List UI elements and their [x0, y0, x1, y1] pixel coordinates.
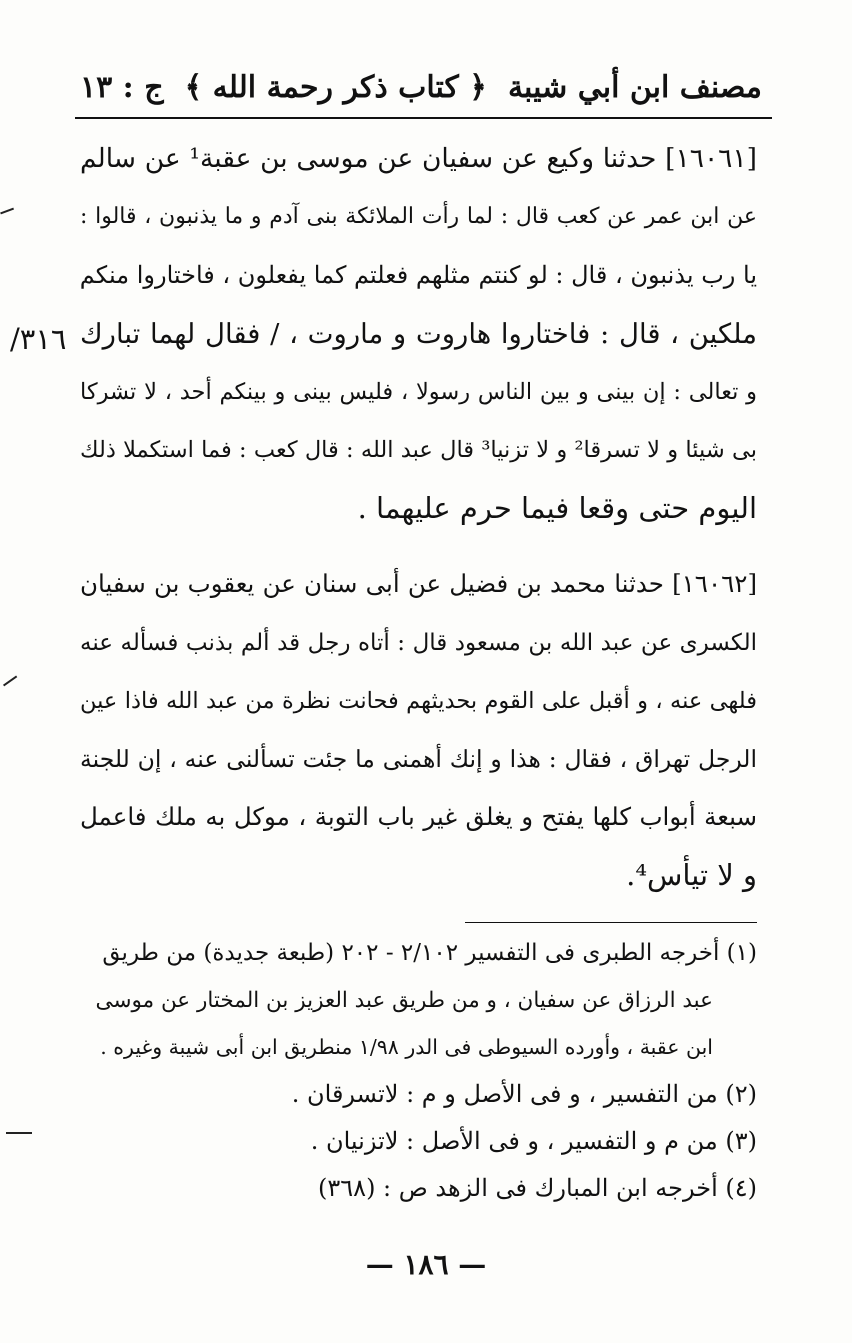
volume-number: ج : ١٣: [80, 69, 164, 105]
footnote-1: (١) أخرجه الطبرى فى التفسير ٢/١٠٢ - ٢٠٢ (طبعة جديدة) من طريق: [102, 940, 757, 966]
margin-page-reference: ٣١٦/: [10, 322, 67, 356]
running-header: [80, 62, 762, 112]
text-line: الكسرى عن عبد الله بن مسعود قال : أتاه رجل قد ألم بذنب فسأله عنه: [80, 629, 757, 656]
scan-margin-mark: [0, 208, 14, 214]
text-line: [١٦٠٦٢] حدثنا محمد بن فضيل عن أبى سنان عن يعقوب بن سفيان: [80, 569, 757, 599]
footnote-1-continuation: ابن عقبة ، وأورده السيوطى فى الدر ١/٩٨ منطريق ابن أبى شيبة وغيره .: [100, 1035, 713, 1059]
text-line: بى شيئا و لا تسرقا² و لا تزنيا³ قال عبد الله : قال كعب : فما استكملا ذلك: [80, 437, 757, 464]
footnote-2: (٢) من التفسير ، و فى الأصل و م : لاتسرقان .: [291, 1080, 757, 1108]
text-line: اليوم حتى وقعا فيما حرم عليهما .: [357, 491, 757, 526]
scan-margin-mark: [6, 1132, 32, 1134]
text-line: سبعة أبواب كلها يفتح و يغلق غير باب التوبة ، موكل به ملك فاعمل: [80, 802, 757, 832]
page-number: — ١٨٦ —: [365, 1248, 487, 1281]
text-line: [١٦٠٦١] حدثنا وكيع عن سفيان عن موسى بن عقبة¹ عن سالم: [80, 143, 757, 174]
footnote-1-continuation: عبد الرزاق عن سفيان ، و من طريق عبد العزيز بن المختار عن موسى: [95, 988, 713, 1013]
text-line: فلهى عنه ، و أقبل على القوم بحديثهم فحانت نظرة من عبد الله فاذا عين: [80, 687, 757, 714]
book-title: مصنف ابن أبي شيبة: [507, 69, 762, 105]
header-rule: [75, 117, 772, 119]
text-line: الرجل تهراق ، فقال : هذا و إنك أهمنى ما جئت تسألنى عنه ، إن للجنة: [80, 745, 757, 774]
text-line: عن ابن عمر عن كعب قال : لما رأت الملائكة بنى آدم و ما يذنبون ، قالوا :: [80, 204, 758, 230]
text-line: و لا تيأس⁴.: [626, 858, 757, 893]
text-line: يا رب يذنبون ، قال : لو كنتم مثلهم فعلتم كما يفعلون ، فاختاروا منكم: [79, 261, 757, 290]
paragraph-16062: [80, 555, 757, 904]
scan-margin-mark: [3, 676, 17, 686]
paragraph-16061: [80, 130, 757, 537]
footnote-3: (٣) من م و التفسير ، و فى الأصل : لاتزنيان .: [310, 1127, 757, 1155]
paragraph-gap: [80, 537, 757, 555]
text-line: و تعالى : إن بينى و بين الناس رسولا ، فليس بينى و بينكم أحد ، لا تشركا: [80, 378, 757, 405]
footnote-4: (٤) أخرجه ابن المبارك فى الزهد ص : (٣٦٨): [318, 1174, 757, 1202]
footnote-rule: [465, 922, 757, 923]
text-line: ملكين ، قال : فاختاروا هاروت و ماروت ، / فقال لهما تبارك: [80, 317, 757, 350]
main-text: [80, 130, 757, 905]
chapter-title: ﴿ كتاب ذكر رحمة الله ﴾: [184, 69, 487, 105]
footnotes: [90, 930, 757, 1212]
